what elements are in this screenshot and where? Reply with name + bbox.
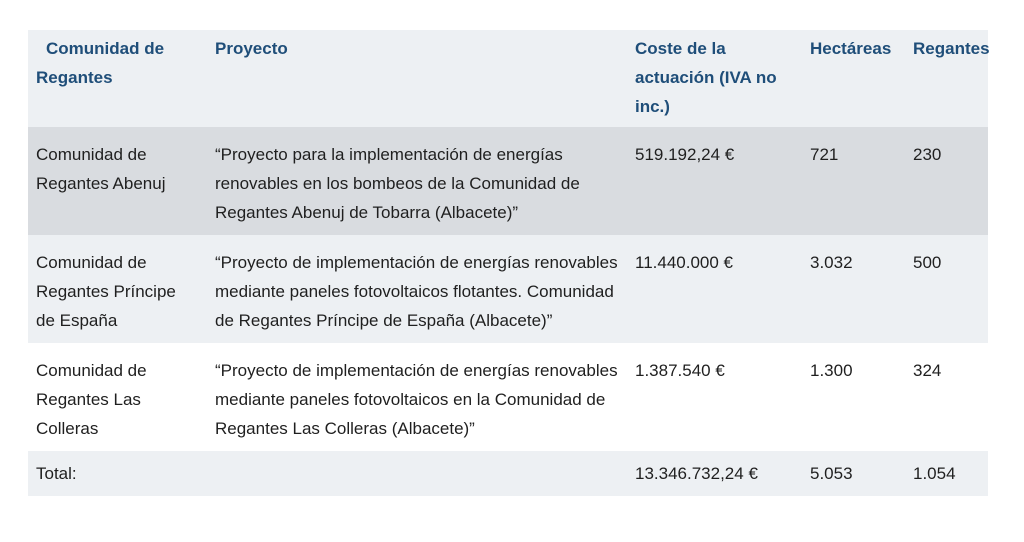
community-cell: Comunidad de Regantes Príncipe de España — [28, 235, 207, 343]
column-header-hectareas: Hectáreas — [802, 30, 905, 127]
header-row — [28, 30, 988, 127]
cost-cell: 519.192,24 € — [627, 127, 802, 235]
column-header-regantes: Regantes — [905, 30, 988, 127]
project-cell: “Proyecto para la implementación de energías renovables en los bombeos de la Comunidad de Regantes Abenuj de Tobarra (Albacete)” — [207, 127, 627, 235]
total-regantes: 1.054 — [905, 451, 988, 496]
hectares-cell: 3.032 — [802, 235, 905, 343]
regantes-cell: 324 — [905, 343, 988, 451]
community-cell: Comunidad de Regantes Abenuj — [28, 127, 207, 235]
project-cell: “Proyecto de implementación de energías renovables mediante paneles fotovoltaicos flotantes. Comunidad de Regantes Príncipe de España (Albacete)” — [207, 235, 627, 343]
projects-table — [28, 30, 988, 496]
column-header-proyecto: Proyecto — [207, 30, 627, 127]
column-header-comunidad: Comunidad de Regantes — [28, 30, 207, 127]
total-label: Total: — [28, 451, 207, 496]
column-header-coste: Coste de la actuación (IVA no inc.) — [627, 30, 802, 127]
hectares-cell: 721 — [802, 127, 905, 235]
table-row — [28, 235, 988, 343]
total-row — [28, 451, 988, 496]
regantes-cell: 230 — [905, 127, 988, 235]
hectares-cell: 1.300 — [802, 343, 905, 451]
community-cell: Comunidad de Regantes Las Colleras — [28, 343, 207, 451]
regantes-cell: 500 — [905, 235, 988, 343]
cost-cell: 11.440.000 € — [627, 235, 802, 343]
table-header — [28, 30, 988, 127]
table-row — [28, 127, 988, 235]
table-row — [28, 343, 988, 451]
total-spacer-cell — [207, 451, 627, 496]
total-cost: 13.346.732,24 € — [627, 451, 802, 496]
cost-cell: 1.387.540 € — [627, 343, 802, 451]
total-hectares: 5.053 — [802, 451, 905, 496]
project-cell: “Proyecto de implementación de energías renovables mediante paneles fotovoltaicos en la Comunidad de Regantes Las Colleras (Albacete)” — [207, 343, 627, 451]
